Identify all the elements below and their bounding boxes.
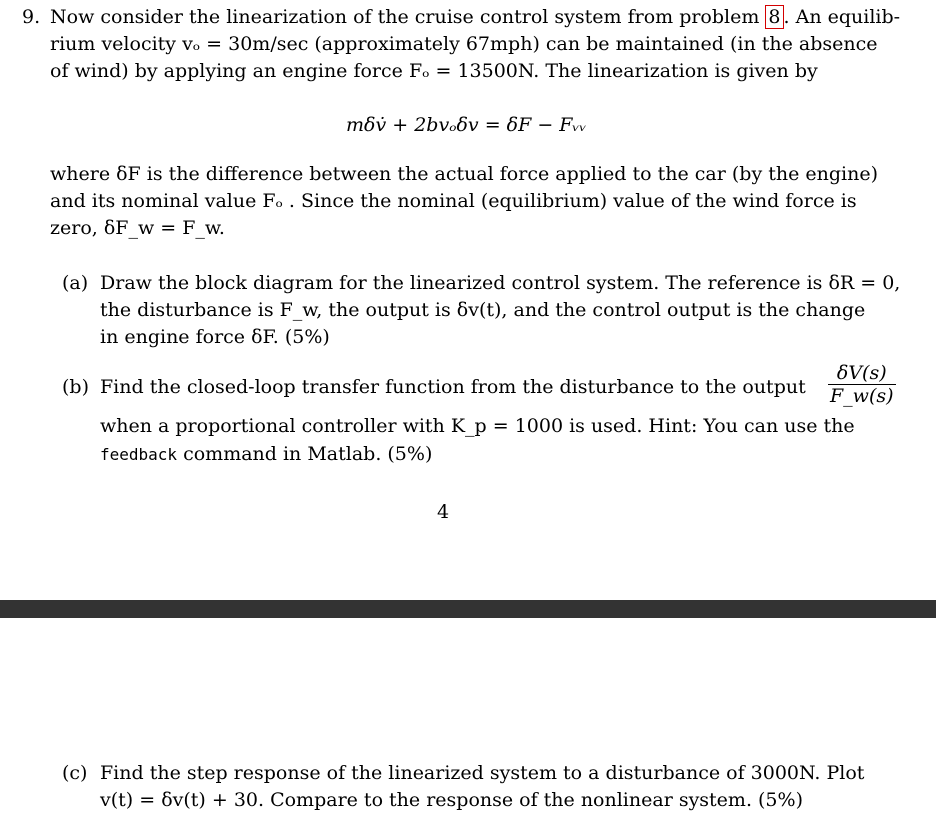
- feedback-code: feedback: [100, 445, 178, 464]
- page-number: 4: [437, 501, 450, 523]
- part-c-line-2: v(t) = δv(t) + 30. Compare to the response of the nonlinear system. (5%): [100, 789, 803, 811]
- page-break-bar: [0, 600, 936, 618]
- transfer-function-fraction: [828, 362, 896, 407]
- part-a-line-3: in engine force δF. (5%): [100, 326, 330, 348]
- intro-line-3: of wind) by applying an engine force Fₒ = 13500N. The linearization is given by: [50, 60, 818, 82]
- part-c-line-1: Find the step response of the linearized system to a disturbance of 3000N. Plot: [100, 762, 865, 784]
- problem-link[interactable]: 8: [765, 5, 783, 29]
- linearization-equation: mδv̇ + 2bvₒδv = δF − Fᵥᵥ: [346, 114, 587, 136]
- part-b-line-3: [100, 441, 432, 468]
- part-b-line-2: when a proportional controller with K_p = 1000 is used. Hint: You can use the: [100, 415, 855, 437]
- part-a-line-2: the disturbance is F_w, the output is δv(t), and the control output is the change: [100, 299, 866, 321]
- intro-line-1-post: . An equilib-: [783, 6, 901, 28]
- intro-line-1: [50, 4, 900, 31]
- intro-line-2: rium velocity vₒ = 30m/sec (approximately 67mph) can be maintained (in the absence: [50, 33, 878, 55]
- problem-number: 9.: [22, 6, 41, 28]
- after-line-3: zero, δF_w = F_w.: [50, 217, 225, 239]
- part-a-label: (a): [62, 272, 89, 294]
- part-b-line-1: Find the closed-loop transfer function from the disturbance to the output: [100, 376, 806, 398]
- fraction-denominator: F_w(s): [830, 385, 894, 407]
- part-a-line-1: Draw the block diagram for the linearized control system. The reference is δR = 0,: [100, 272, 901, 294]
- part-b-line-3-rest: command in Matlab. (5%): [177, 443, 433, 465]
- after-line-2: and its nominal value Fₒ . Since the nominal (equilibrium) value of the wind force is: [50, 190, 857, 212]
- fraction-numerator: δV(s): [828, 362, 896, 385]
- part-c-label: (c): [62, 762, 88, 784]
- intro-line-1-pre: Now consider the linearization of the cruise control system from problem: [50, 6, 766, 28]
- after-line-1: where δF is the difference between the actual force applied to the car (by the engine): [50, 163, 878, 185]
- part-b-label: (b): [62, 376, 89, 398]
